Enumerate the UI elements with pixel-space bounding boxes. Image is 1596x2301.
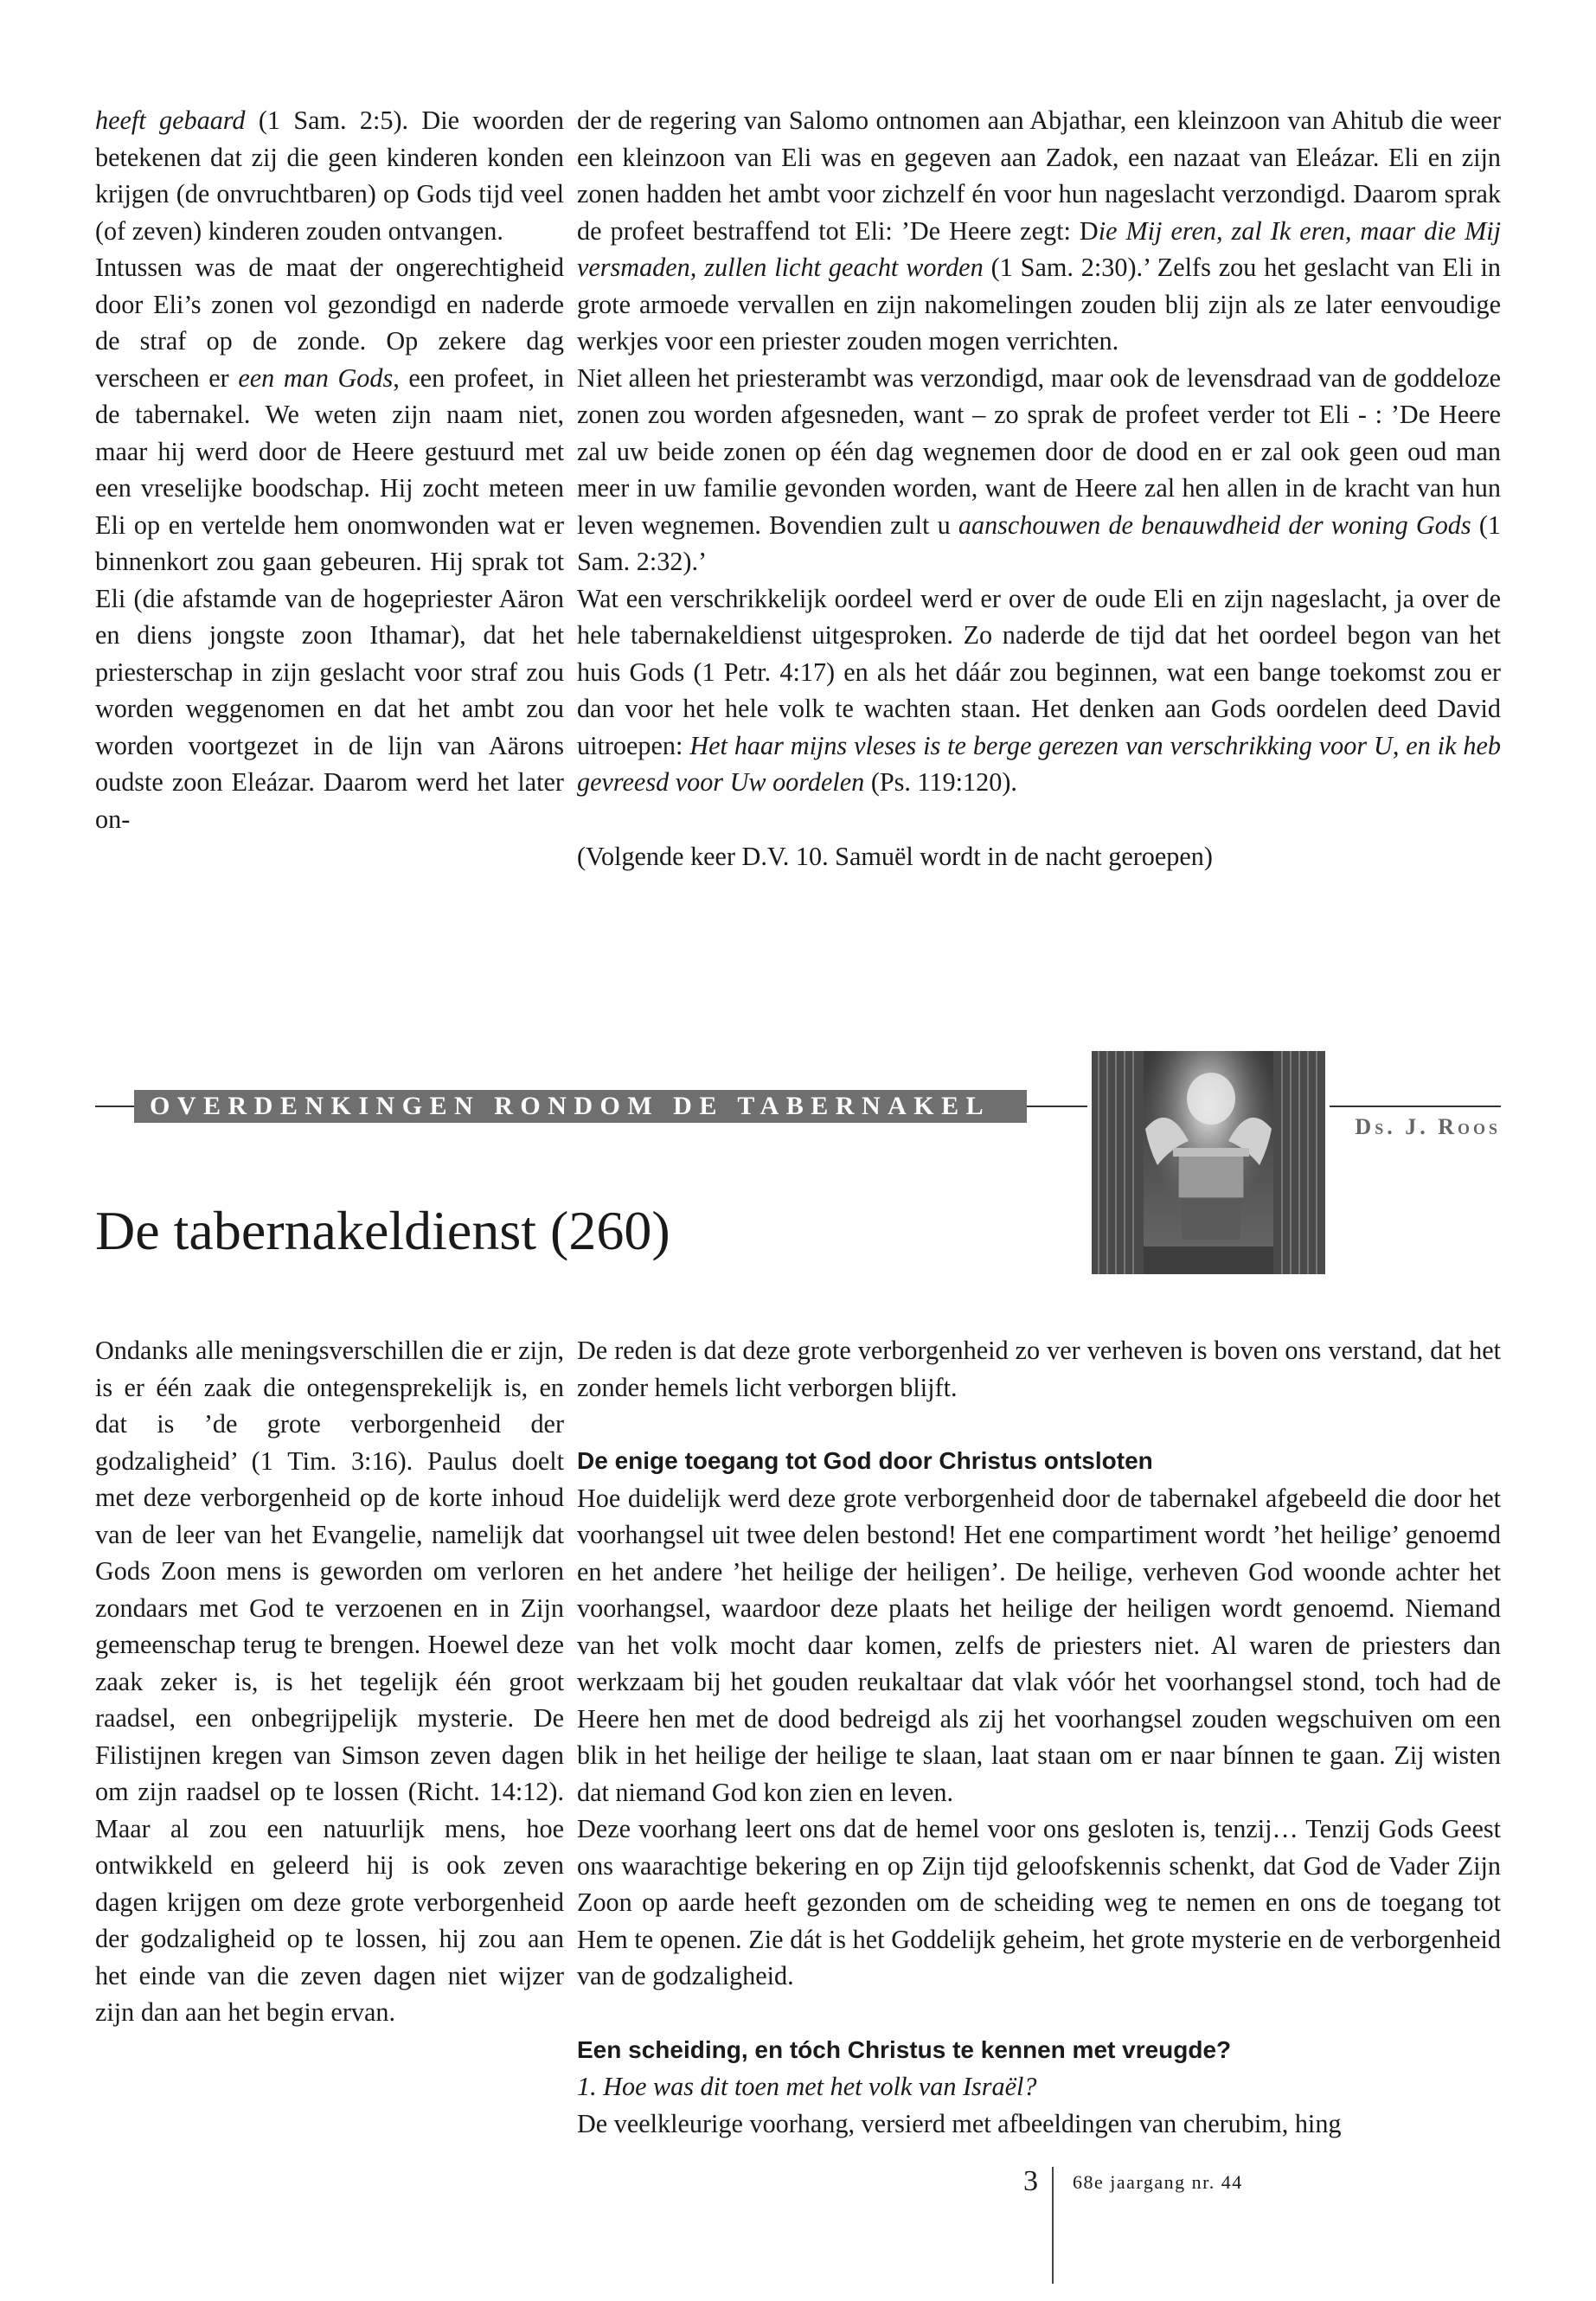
- header-rule-right: [1330, 1106, 1501, 1107]
- spacer: [577, 1995, 1501, 2032]
- text: De reden is dat deze grote verborgenheid zo ver verheven is boven ons verstand, dat het zonder hemels licht verborgen blijft.: [577, 1336, 1501, 1402]
- article-title: De tabernakeldienst (260): [95, 1200, 670, 1261]
- paragraph: [577, 580, 1501, 801]
- paragraph: [577, 360, 1501, 580]
- italic-text: een man Gods: [238, 362, 394, 393]
- text: Niet alleen het priesterambt was verzondigd, maar ook de levensdraad van de goddeloze zonen zou worden afgesneden, want – zo sprak de profeet verder tot Eli - : ’De Heere zal uw beide zonen op één dag wegnemen door de dood en er zal ook geen oud man meer in uw familie gevonden worden, want de Heere zal hen allen in de kracht van hun leven wegnemen. Bovendien zult u: [577, 362, 1501, 540]
- paragraph: [95, 1332, 564, 2031]
- next-episode-note: (Volgende keer D.V. 10. Samuël wordt in de nacht geroepen): [577, 841, 1213, 871]
- page-number: 3: [1023, 2165, 1038, 2197]
- text: (Ps. 119:120).: [864, 767, 1017, 797]
- italic-text: aanschouwen de benauwdheid der woning Gods: [958, 510, 1471, 540]
- italic-text: heeft gebaard: [95, 106, 246, 135]
- text: Hoe duidelijk werd deze grote verborgenheid door de tabernakel afgebeeld die door het voorhangsel uit twee delen bestond! Het ene compartiment wordt ’het heilige’ genoemd en het andere ’het heilige der heiligen’. De heilige, verheven God woonde achter het voorhangsel, waardoor deze plaats het heilige der heiligen wordt genoemd. Niemand van het volk mocht daar komen, zelfs de priesters niet. Al waren de priesters dan werkzaam bij het gouden reukaltaar dat vlak vóór het voorhangsel stond, toch had de Heere hen met de dood bedreigd als zij het voorhangsel zouden wegschuiven om een blik in het heilige der heilige te slaan, laat staan om er naar bínnen te gaan. Zij wisten dat niemand God kon zien en leven.: [577, 1483, 1501, 1807]
- paragraph: [577, 2106, 1501, 2143]
- text: Intussen was de maat der ongerechtigheid door Eli’s zonen vol gezondigd en naderde de straf op de zonde. Op zekere dag verscheen er: [95, 253, 564, 393]
- footer-divider: [1052, 2167, 1054, 2284]
- paragraph: [95, 102, 564, 249]
- text: , een profeet, in de tabernakel. We weten zijn naam niet, maar hij werd door de Heere gestuurd met een vreselijke boodschap. Hij zocht meteen Eli op en vertelde hem onomwonden wat er binnenkort zou gaan gebeuren. Hij sprak tot Eli (die afstamde van de hogepriester Aäron en diens jongste zoon Ithamar), dat het priesterschap in zijn geslacht voor straf zou worden weggenomen en dat het ambt zou worden voortgezet in de lijn van Aärons oudste zoon Eleázar. Daarom werd het later on-: [95, 362, 564, 834]
- italic-text: Het haar mijns vleses is te berge gerezen van verschrikking voor U, en ik heb gevreesd voor Uw oordelen: [577, 730, 1501, 797]
- text: Ondanks alle meningsverschillen die er zijn, is er één zaak die ontegensprekelijk is, en dat is ’de grote verborgenheid der godzaligheid’ (1 Tim. 3:16). Paulus doelt met deze verborgenheid op de korte inhoud van de leer van het Evangelie, namelijk dat Gods Zoon mens is geworden om verloren zondaars met God te verzoenen en in Zijn gemeenschap terug te brengen. Hoewel deze zaak zeker is, is het tegelijk één groot raadsel, een onbegrijpelijk mysterie. De Filistijnen kregen van Simson zeven dagen om zijn raadsel op te lossen (Richt. 14:12). Maar al zou een natuurlijk mens, hoe ontwikkeld en geleerd hij is ook zeven dagen krijgen om deze grote verborgenheid der godzaligheid op te lossen, hij zou aan het einde van die zeven dagen niet wijzer zijn dan aan het begin ervan.: [95, 1336, 564, 2027]
- header-rule-left: [95, 1106, 134, 1107]
- subheading: Een scheiding, en tóch Christus te kennen met vreugde?: [577, 2035, 1232, 2063]
- continued-left-column: [95, 102, 564, 837]
- text: Wat een verschrikkelijk oordeel werd er over de oude Eli en zijn nageslacht, ja over de hele tabernakeldienst uitgesproken. Zo naderde de tijd dat het oordeel begon van het huis Gods (1 Petr. 4:17) en als het dáár zou beginnen, wat een bange toekomst zou er dan voor het hele volk te wachten staan. Het denken aan Gods oordelen deed David uitroepen:: [577, 583, 1501, 760]
- text: Deze voorhang leert ons dat de hemel voor ons gesloten is, tenzij… Tenzij Gods Geest ons waarachtige bekering en op Zijn tijd geloofskennis schenkt, dat God de Vader Zijn Zoon op aarde heeft gezonden om de scheiding weg te nemen en ons de toegang tot Hem te openen. Zie dát is het Goddelijk geheim, het grote mysterie en de verborgenheid van de godzaligheid.: [577, 1814, 1501, 1990]
- spacer: [577, 1406, 1501, 1443]
- volume-issue: 68e jaargang nr. 44: [1073, 2171, 1243, 2193]
- italic-text: 1. Hoe was dit toen met het volk van Israël?: [577, 2072, 1037, 2101]
- paragraph: [577, 2068, 1501, 2106]
- text: der de regering van Salomo ontnomen aan Abjathar, een kleinzoon van Ahitub die weer een kleinzoon van Eli was en gegeven aan Zadok, een nazaat van Eleázar. Eli en zijn zonen hadden het ambt voor zichzelf én voor hun nageslacht verzondigd. Daarom sprak de profeet bestraffend tot Eli: ’De Heere zegt: D: [577, 106, 1501, 246]
- text: (1 Sam. 2:5). Die woorden betekenen dat zij die geen kinderen konden krijgen (de onvruchtbaren) op Gods tijd veel (of zeven) kinderen zouden ontvangen.: [95, 106, 564, 246]
- paragraph: [577, 1332, 1501, 1406]
- article-right-column: [577, 1332, 1501, 2142]
- author-byline: Ds. J. Roos: [1355, 1114, 1501, 1139]
- text: (1 Sam. 2:32).’: [577, 510, 1501, 576]
- article-left-column: [95, 1332, 564, 2031]
- paragraph: [577, 102, 1501, 360]
- continued-right-body: [577, 102, 1501, 801]
- continued-right-column: [577, 102, 1501, 875]
- header-rule-middle: [1027, 1106, 1087, 1107]
- section-banner: OVERDENKINGEN RONDOM DE TABERNAKEL: [134, 1090, 1027, 1123]
- spacer: [577, 801, 1501, 838]
- subheading: De enige toegang tot God door Christus ontsloten: [577, 1447, 1153, 1474]
- paragraph: [577, 1480, 1501, 1811]
- tabernacle-ark-illustration-icon: [1092, 1051, 1325, 1274]
- paragraph: [577, 1811, 1501, 1995]
- text: De veelkleurige voorhang, versierd met afbeeldingen van cherubim, hing: [577, 2108, 1342, 2138]
- italic-text: ie Mij eren, zal Ik eren, maar die Mij versmaden, zullen licht geacht worden: [577, 215, 1501, 282]
- text: (1 Sam. 2:30).’ Zelfs zou het geslacht van Eli in grote armoede vervallen en zijn nakomelingen zouden blij zijn als ze later eenvoudige werkjes voor een priester zouden mogen verrichten.: [577, 253, 1501, 356]
- paragraph: [95, 249, 564, 837]
